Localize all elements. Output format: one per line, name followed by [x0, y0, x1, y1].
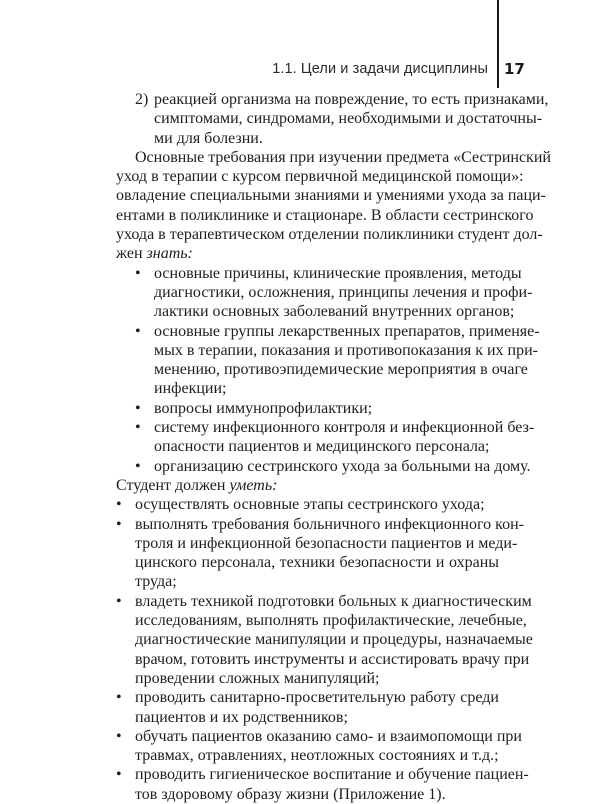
text-line: труда;	[135, 573, 177, 591]
text-line: овладение специальными знаниями и умениями ухода за паци-	[116, 187, 546, 205]
bullet-icon: •	[116, 515, 122, 533]
do-list	[116, 495, 533, 804]
list-item	[116, 495, 499, 514]
text-line: • организацию сестринского ухода за больными на дому.	[135, 457, 531, 475]
bullet-icon: •	[116, 689, 122, 707]
item-number: 2)	[135, 91, 149, 108]
text-line	[116, 476, 499, 495]
list-item	[116, 399, 499, 418]
bullet-icon: •	[116, 766, 122, 784]
bullet-icon: •	[135, 264, 141, 282]
text-line: ентами в поликлинике и стационаре. В области сестринского	[116, 206, 534, 224]
text-line: цинского персонала, техники безопасности и охраны	[135, 554, 499, 572]
text-line: мых в терапии, показания и противопоказания к их при-	[154, 341, 539, 359]
text-line: тов здоровому образу жизни (Приложение 1).	[135, 785, 446, 803]
text-line: • владеть техникой подготовки больных к диагностическим	[116, 592, 532, 610]
text-line: диагностические манипуляции и процедуры, назначаемые	[135, 631, 533, 649]
text-line: инфекции;	[154, 380, 227, 398]
list-item	[116, 688, 499, 727]
list-item	[116, 727, 522, 766]
list-item	[116, 322, 540, 399]
list-item	[116, 765, 529, 804]
know-list	[116, 264, 540, 476]
text-line: • вопросы иммунопрофилактики;	[135, 399, 373, 417]
bullet-icon: •	[116, 727, 122, 745]
text-line: • систему инфекционного контроля и инфекционной без-	[135, 419, 535, 437]
text-line: симптомами, синдромами, необходимыми и достаточны-	[154, 110, 543, 128]
header-vertical-rule	[497, 0, 499, 88]
text-line: пациентов и их родственников;	[135, 708, 348, 726]
text-line: уход в терапии с курсом первичной медицинской помощи»:	[116, 168, 524, 186]
page-number: 17	[504, 60, 525, 78]
text-line: • основные причины, клинические проявления, методы	[135, 264, 522, 282]
text-line: • основные группы лекарственных препаратов, применяе-	[135, 322, 540, 340]
bullet-icon: •	[135, 399, 141, 417]
text-line: жен знать:	[116, 245, 193, 263]
numbered-item-2	[116, 90, 549, 148]
text-line: врачом, готовить инструменты и ассистировать врачу при	[135, 650, 530, 668]
bullet-icon: •	[135, 322, 141, 340]
list-item	[116, 592, 533, 688]
do-label: уметь:	[229, 476, 278, 494]
list-item	[116, 515, 524, 592]
student-must-label: Студент должен	[116, 476, 226, 494]
list-item	[116, 418, 535, 457]
bullet-icon: •	[116, 496, 122, 514]
text-line: уходa в терапевтическом отделении поликлиники студент дол-	[116, 226, 543, 244]
bullet-icon: •	[135, 457, 141, 475]
text-line: • осуществлять основные этапы сестринского ухода;	[116, 496, 485, 514]
text-line: диагностики, осложнения, принципы лечения и профи-	[154, 283, 533, 301]
text-line: ми для болезни.	[154, 129, 263, 147]
bullet-icon: •	[135, 419, 141, 437]
text-line: проведении сложных манипуляций;	[135, 669, 380, 687]
text-line: троля и инфекционной безопасности пациентов и меди-	[135, 534, 518, 552]
running-title: 1.1. Цели и задачи дисциплины	[272, 61, 488, 77]
text-line: • обучать пациентов оказанию само- и взаимопомощи при	[116, 727, 522, 745]
text-line: • проводить гигиеническое воспитание и обучение пациен-	[116, 766, 529, 784]
text-line: опасности пациентов и медицинского персонала;	[154, 438, 490, 456]
bullet-icon: •	[116, 592, 122, 610]
text-line: лактики основных заболеваний внутренних органов;	[154, 303, 515, 321]
list-item	[116, 457, 531, 476]
text-line: Основные требования при изучении предмета «Сестринский	[135, 148, 551, 166]
page-body	[116, 90, 551, 804]
text-line: исследованиям, выполнять профилактические, лечебные,	[135, 612, 527, 630]
text-line: менению, противоэпидемические мероприятия в очаге	[154, 361, 528, 379]
paragraph-requirements	[116, 148, 551, 264]
text-line: • выполнять требования больничного инфекционного кон-	[116, 515, 524, 533]
text-line: травмах, отравлениях, неотложных состояниях и т.д.;	[135, 747, 499, 765]
text-line: 2) реакцией организма на повреждение, то есть признаками,	[135, 91, 549, 108]
text-line: • проводить санитарно-просветительную работу среди	[116, 689, 499, 707]
know-label: знать:	[146, 245, 193, 263]
list-item	[116, 264, 533, 322]
